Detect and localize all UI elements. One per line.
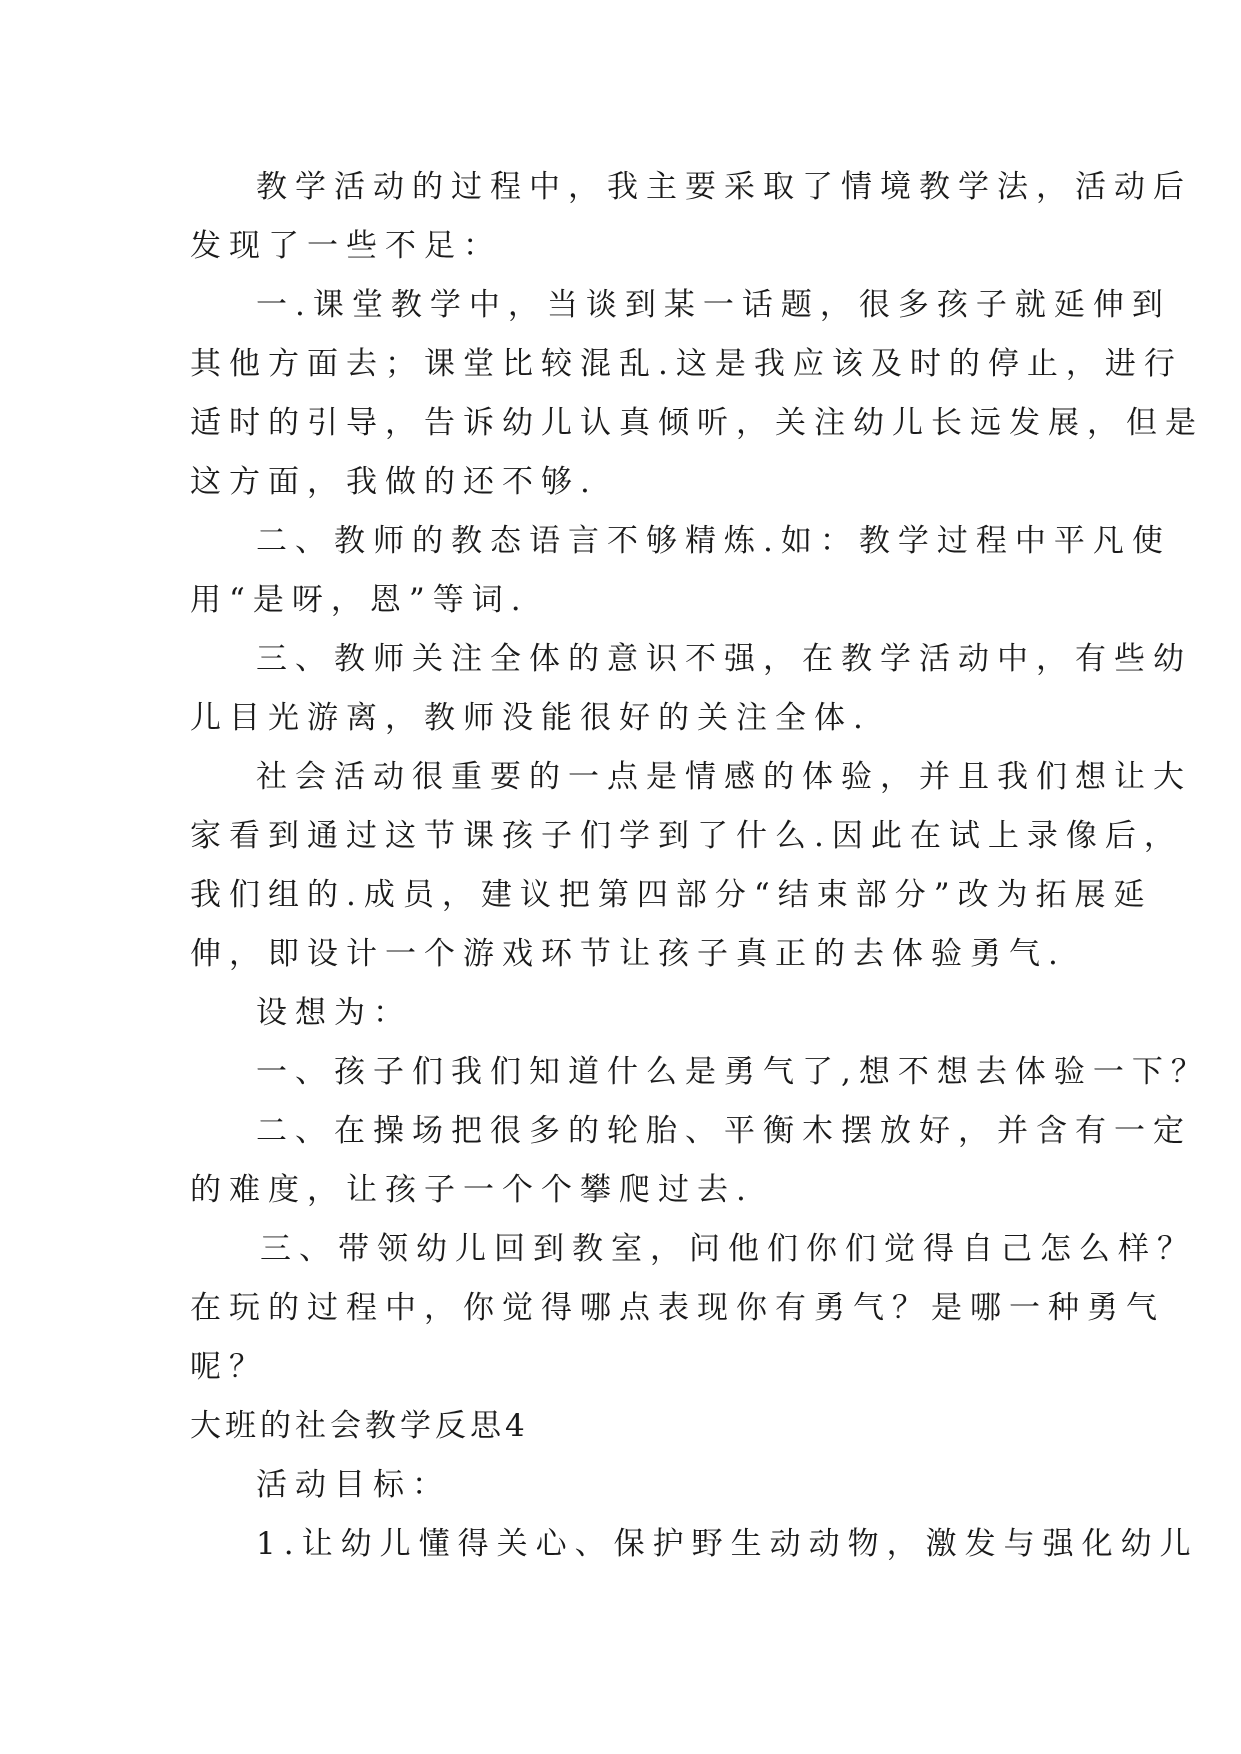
paragraph-line: 其他方面去；课堂比较混乱.这是我应该及时的停止，进行 bbox=[190, 346, 1183, 382]
paragraph-line: 呢？ bbox=[190, 1349, 268, 1385]
paragraph-line: 1.让幼儿懂得关心、保护野生动动物，激发与强化幼儿 bbox=[256, 1526, 1199, 1562]
paragraph-line: 一.课堂教学中，当谈到某一话题，很多孩子就延伸到 bbox=[256, 287, 1171, 323]
paragraph-line: 设想为： bbox=[256, 995, 412, 1031]
paragraph-line: 适时的引导，告诉幼儿认真倾听，关注幼儿长远发展，但是 bbox=[190, 405, 1204, 441]
paragraph-line: 三、教师关注全体的意识不强，在教学活动中，有些幼 bbox=[256, 641, 1192, 677]
paragraph-line: 二、在操场把很多的轮胎、平衡木摆放好，并含有一定 bbox=[256, 1113, 1192, 1149]
paragraph-line: 用“是呀，恩”等词. bbox=[190, 582, 529, 618]
paragraph-line: 儿目光游离，教师没能很好的关注全体. bbox=[190, 700, 871, 736]
document-body bbox=[190, 158, 1210, 1574]
paragraph-line: 的难度，让孩子一个个攀爬过去. bbox=[190, 1172, 754, 1208]
paragraph-line: 三、带领幼儿回到教室，问他们你们觉得自己怎么样？ bbox=[260, 1231, 1196, 1267]
section-heading: 大班的社会教学反思4 bbox=[190, 1408, 529, 1444]
paragraph-line: 一、孩子们我们知道什么是勇气了,想不想去体验一下？ bbox=[256, 1054, 1210, 1090]
paragraph-line: 这方面，我做的还不够. bbox=[190, 464, 598, 500]
paragraph-line: 家看到通过这节课孩子们学到了什么.因此在试上录像后， bbox=[190, 818, 1183, 854]
paragraph-line: 在玩的过程中，你觉得哪点表现你有勇气？是哪一种勇气 bbox=[190, 1290, 1165, 1326]
paragraph-line: 教学活动的过程中，我主要采取了情境教学法，活动后 bbox=[256, 169, 1192, 205]
paragraph-line: 发现了一些不足： bbox=[190, 228, 502, 264]
paragraph-line: 伸，即设计一个游戏环节让孩子真正的去体验勇气. bbox=[190, 936, 1066, 972]
paragraph-line: 活动目标： bbox=[256, 1467, 451, 1503]
paragraph-line: 我们组的.成员，建议把第四部分“结束部分”改为拓展延 bbox=[190, 877, 1153, 913]
paragraph-line: 社会活动很重要的一点是情感的体验，并且我们想让大 bbox=[256, 759, 1192, 795]
paragraph-line: 二、教师的教态语言不够精炼.如：教学过程中平凡使 bbox=[256, 523, 1171, 559]
